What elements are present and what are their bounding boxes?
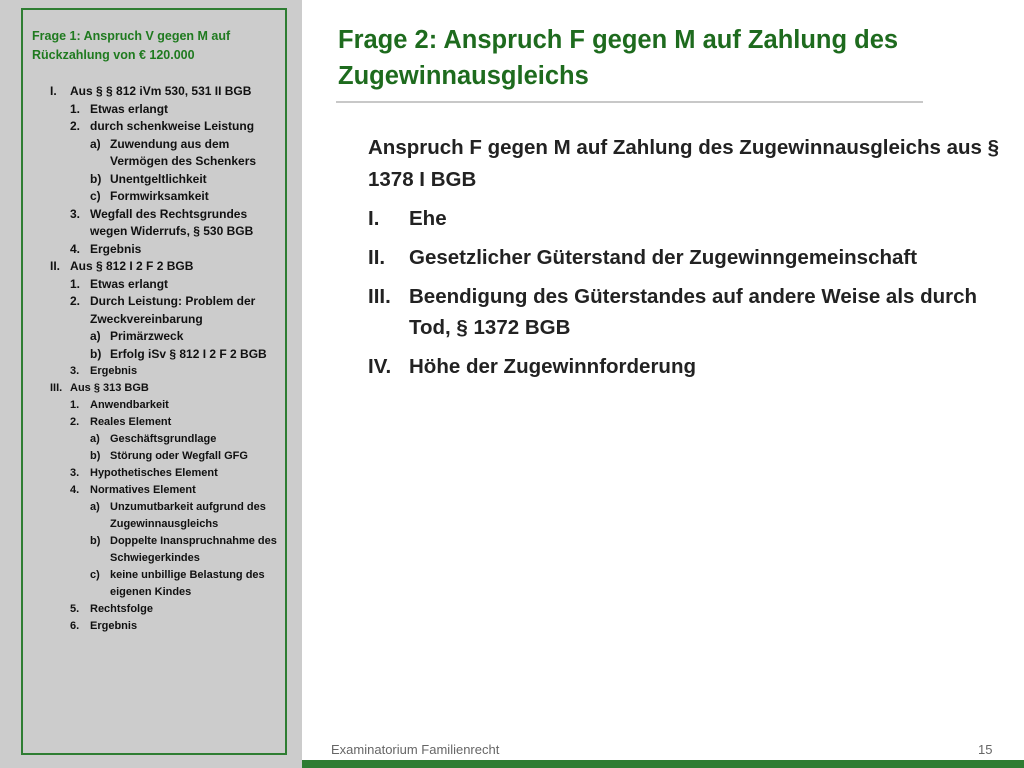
outline-item-number: b) [90,535,101,547]
outline-item-text: Reales Element [90,416,172,428]
outline-item-number: c) [90,569,100,581]
outline-item-number: 6. [70,620,80,632]
outline-item-text: Aus § 812 I 2 F 2 BGB [70,259,194,273]
footer-bar [302,760,1024,768]
outline-item-text: Störung oder Wegfall GFG [110,450,248,462]
sidebar-outline-item [32,414,282,431]
outline-item-text: Aus § § 812 iVm 530, 531 II BGB [70,84,252,98]
outline-item-text: Ergebnis [90,241,142,256]
sidebar-outline-item [32,118,282,136]
sidebar-outline-item [32,363,282,380]
outline-item-text: Wegfall des Rechtsgrundes wegen Widerrufs, § 530 BGB [90,206,254,238]
main-item-number: I. [368,207,380,230]
outline-item-number: II. [50,259,61,273]
main-item-number: III. [368,285,391,308]
outline-item-number: 1. [70,101,81,116]
outline-item-number: 3. [70,206,81,221]
outline-item-number: 4. [70,241,81,256]
sidebar-outline-item [32,328,282,346]
sidebar-outline-item [32,188,282,206]
outline-item-number: I. [50,84,57,98]
main-item-text: Ehe [409,207,447,230]
main-item-text: Gesetzlicher Güterstand der Zugewinngemeinschaft [409,246,918,269]
outline-item-number: a) [90,433,100,445]
sidebar-outline-item [32,171,282,189]
sidebar-outline-item [32,206,282,241]
outline-item-text: Geschäftsgrundlage [110,433,217,445]
sidebar-outline-item [32,136,282,171]
outline-item-text: Unzumutbarkeit aufgrund des Zugewinnausgleichs [110,501,266,530]
outline-item-text: Zuwendung aus dem Vermögen des Schenkers [110,136,257,168]
outline-item-text: Etwas erlangt [90,276,169,291]
outline-item-text: Ergebnis [90,620,138,632]
outline-item-text: Rechtsfolge [90,603,153,615]
title-divider [336,101,923,103]
sidebar-outline-item [32,533,282,567]
outline-item-text: Normatives Element [90,484,196,496]
sidebar-outline-item [32,601,282,618]
main-item-text: Beendigung des Güterstandes auf andere Weise als durch Tod, § 1372 BGB [409,285,978,339]
main-list-item [368,203,1008,234]
sidebar-outline-item [32,567,282,601]
main-item-number: IV. [368,355,392,378]
outline-item-number: b) [90,171,102,186]
main-outline-list [368,203,1008,390]
sidebar-outline-item [32,258,282,276]
sidebar-outline-item [32,618,282,635]
outline-item-text: Etwas erlangt [90,101,169,116]
outline-item-number: III. [50,382,63,394]
outline-item-text: Durch Leistung: Problem der Zweckvereinbarung [90,294,256,326]
outline-item-number: c) [90,189,101,203]
sidebar-outline-item [32,431,282,448]
outline-item-number: 1. [70,399,80,411]
sidebar-outline-item [32,380,282,397]
sidebar-outline-item [32,346,282,364]
outline-item-number: b) [90,346,102,361]
main-intro: Anspruch F gegen M auf Zahlung des Zugewinnausgleichs aus § 1378 I BGB [368,136,1000,191]
outline-item-number: 4. [70,484,80,496]
sidebar-outline-item [32,397,282,414]
outline-item-number: 3. [70,467,80,479]
outline-item-text: Unentgeltlichkeit [110,171,207,186]
outline-item-number: 2. [70,119,81,133]
sidebar-outline-item [32,101,282,119]
outline-item-text: Hypothetisches Element [90,467,218,479]
outline-item-text: durch schenkweise Leistung [90,119,255,133]
outline-item-text: Doppelte Inanspruchnahme des Schwiegerkindes [110,535,277,564]
outline-item-text: Ergebnis [90,365,138,377]
outline-item-text: keine unbillige Belastung des eigenen Kindes [110,569,265,598]
outline-item-text: Anwendbarkeit [90,399,169,411]
sidebar-outline-item [32,499,282,533]
main-item-text: Höhe der Zugewinnforderung [409,355,696,378]
outline-item-number: 5. [70,603,80,615]
main-list-item [368,351,1008,382]
outline-item-number: b) [90,450,101,462]
sidebar-outline-item [32,448,282,465]
main-list-item [368,281,1008,343]
outline-item-text: Erfolg iSv § 812 I 2 F 2 BGB [110,346,267,361]
outline-item-number: 1. [70,276,81,291]
outline-item-number: a) [90,501,100,513]
sidebar-outline-item [32,482,282,499]
main-item-number: II. [368,246,386,269]
sidebar-outline-item [32,293,282,328]
main-list-item [368,242,1008,273]
outline-item-number: 2. [70,294,81,308]
outline-item-text: Formwirksamkeit [110,189,209,203]
sidebar-outline-item [32,276,282,294]
sidebar-outline [32,83,282,635]
sidebar-outline-item [32,465,282,482]
outline-item-number: 3. [70,365,80,377]
outline-item-number: a) [90,329,101,343]
page-number: 15 [978,742,993,757]
sidebar-outline-item [32,83,282,101]
sidebar-outline-item [32,241,282,259]
outline-item-text: Primärzweck [110,329,184,343]
sidebar-title: Frage 1: Anspruch V gegen M auf Rückzahlung von € 120.000 [32,29,231,62]
footer-text: Examinatorium Familienrecht [331,742,500,757]
outline-item-text: Aus § 313 BGB [70,382,149,394]
slide-title: Frage 2: Anspruch F gegen M auf Zahlung des Zugewinnausgleichs [338,26,899,90]
outline-item-number: a) [90,136,101,151]
outline-item-number: 2. [70,416,80,428]
